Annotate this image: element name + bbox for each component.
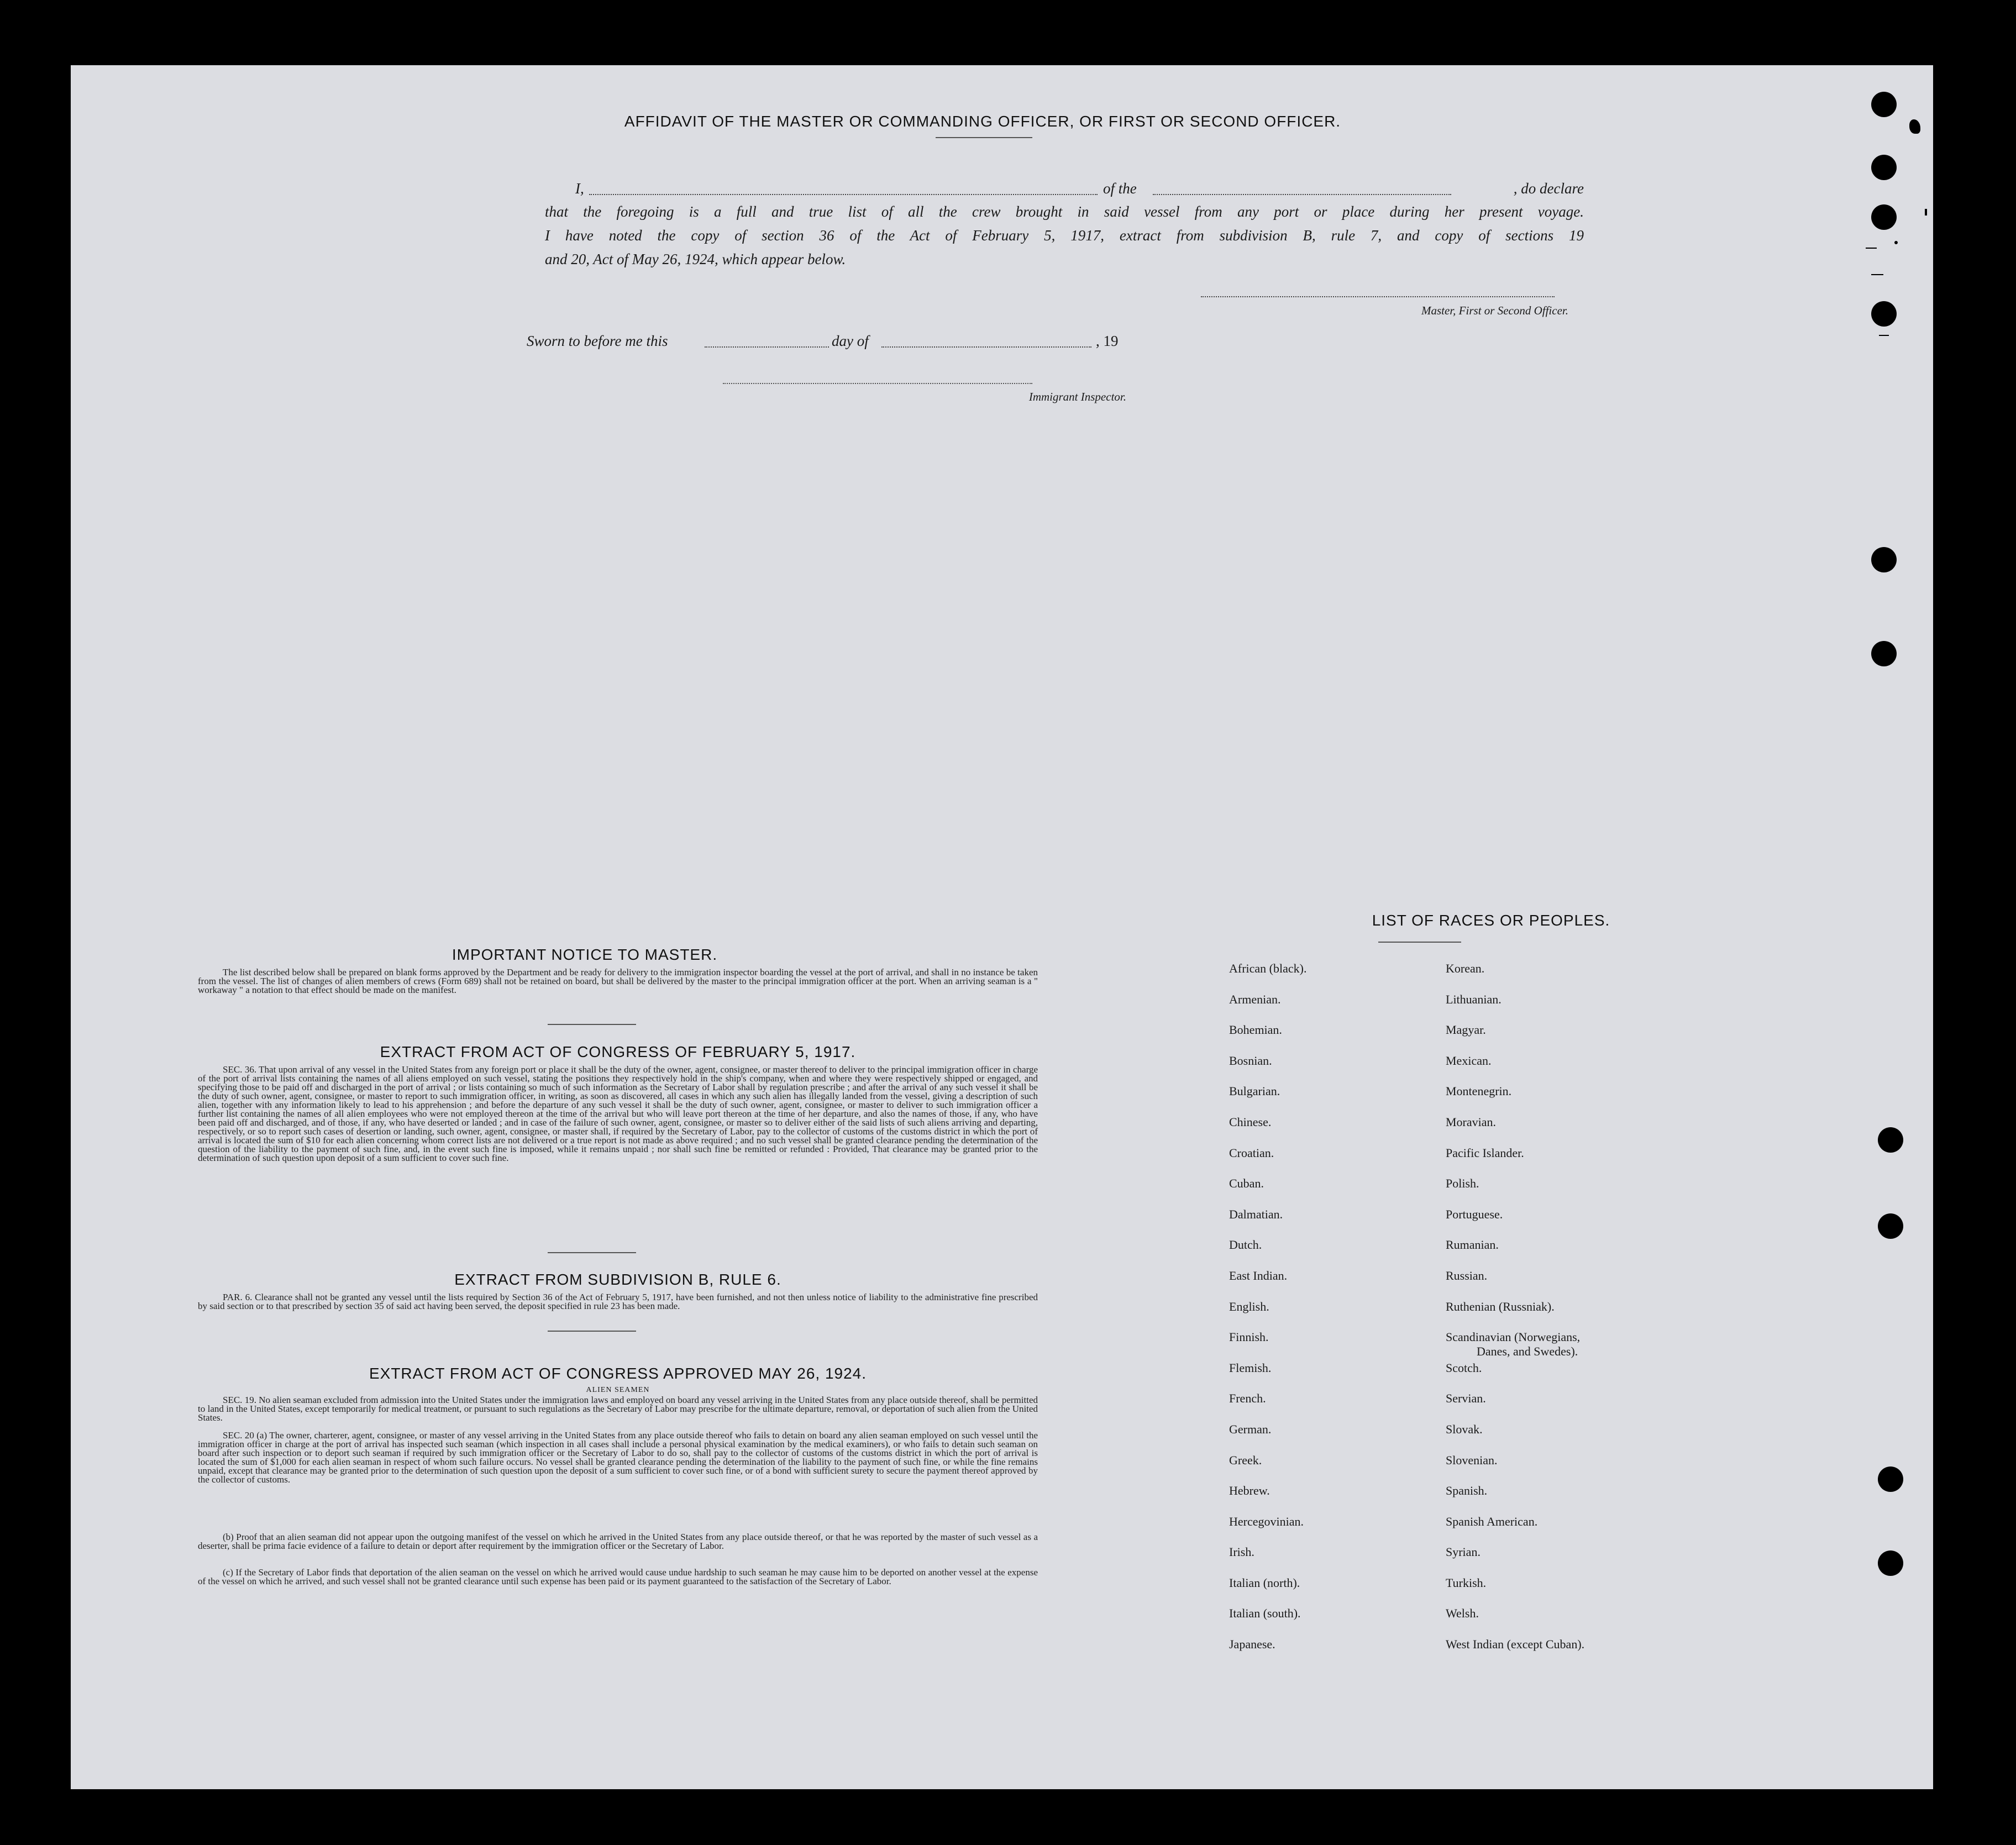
title-rule: [936, 137, 1032, 138]
race-item: Italian (north).: [1229, 1575, 1300, 1590]
punch-hole: [1878, 1550, 1903, 1576]
notice-title: IMPORTANT NOTICE TO MASTER.: [452, 946, 718, 963]
punch-hole: [1871, 301, 1897, 327]
race-item: Chinese.: [1229, 1115, 1272, 1129]
punch-hole: [1878, 1213, 1903, 1239]
races-column-1: [1229, 963, 1428, 1669]
race-item: Servian.: [1446, 1391, 1486, 1406]
race-item: Portuguese.: [1446, 1207, 1503, 1221]
extract-1917-title: EXTRACT FROM ACT OF CONGRESS OF FEBRUARY 5, 1917.: [380, 1043, 856, 1060]
race-item: Pacific Islander.: [1446, 1145, 1524, 1160]
race-item: Dalmatian.: [1229, 1207, 1283, 1221]
race-item: Cuban.: [1229, 1176, 1264, 1191]
sworn-month-field[interactable]: [881, 346, 1091, 348]
race-item: African (black).: [1229, 961, 1307, 975]
affidavit-line-2: that the foregoing is a full and true list of all the crew brought in said vessel from any port or place during her present voyage.: [545, 203, 1584, 220]
punch-hole: [1871, 641, 1897, 666]
race-item: Bosnian.: [1229, 1053, 1272, 1068]
declarant-name-field[interactable]: [589, 194, 1098, 195]
tape-mark-2: [1894, 241, 1898, 244]
race-item: East Indian.: [1229, 1268, 1288, 1282]
inspector-label: Immigrant Inspector.: [1028, 390, 1126, 403]
race-item: Syrian.: [1446, 1545, 1481, 1559]
race-item: Slovak.: [1446, 1422, 1483, 1436]
race-item: English.: [1229, 1299, 1269, 1313]
race-item: Montenegrin.: [1446, 1084, 1512, 1098]
race-item: Italian (south).: [1229, 1606, 1301, 1621]
day-of-label: day of: [832, 333, 869, 349]
affidavit-line-3: I have noted the copy of section 36 of the Act of February 5, 1917, extract from subdivision B, rule 7, and copy of sections 19: [545, 227, 1584, 244]
vessel-name-field[interactable]: [1153, 194, 1451, 195]
notice-text: The list described below shall be prepared on blank forms approved by the Department and be ready for delivery to the immigration inspector boarding the vessel at the port of arrival, and shall in no instance be taken from the vessel. The list of changes of alien members of crews (Form 689) shall not be retained on board, but shall be delivered by the master to the principal immigration officer at the port. When an arriving seaman is a " workaway " a notation to that effect should be made on the manifest.: [198, 967, 1038, 995]
tape-mark-1: [1909, 119, 1920, 134]
race-item: Bohemian.: [1229, 1023, 1282, 1037]
punch-hole: [1871, 92, 1897, 117]
punch-hole: [1878, 1127, 1903, 1153]
master-signature-field[interactable]: [1201, 296, 1555, 297]
race-item: Mexican.: [1446, 1053, 1492, 1068]
races-continuation: Danes, and Swedes).: [1477, 1344, 1578, 1358]
race-item: French.: [1229, 1391, 1266, 1406]
punch-hole: [1871, 204, 1897, 230]
race-item: Korean.: [1446, 961, 1485, 975]
race-item: Finnish.: [1229, 1330, 1269, 1344]
race-item: Rumanian.: [1446, 1238, 1499, 1252]
punch-hole: [1878, 1466, 1903, 1492]
punch-hole: [1871, 547, 1897, 572]
affidavit-line-4: and 20, Act of May 26, 1924, which appear below.: [545, 251, 846, 267]
declarant-prefix: I,: [575, 180, 584, 197]
extract-1924-sec20b: (b) Proof that an alien seaman did not appear upon the outgoing manifest of the vessel on which he arrived in the United States from any place outside thereof, or that he was reported by the master of such vessel as a deserter, shall be prima facie evidence of a failure to detain or deport after requirement by the immigration officer or the Secretary of Labor.: [198, 1532, 1038, 1551]
sworn-label: Sworn to before me this: [527, 333, 668, 349]
punch-hole: [1871, 155, 1897, 180]
race-item: Moravian.: [1446, 1115, 1497, 1129]
race-item: Flemish.: [1229, 1360, 1272, 1375]
race-item: Magyar.: [1446, 1023, 1486, 1037]
rule6-title: EXTRACT FROM SUBDIVISION B, RULE 6.: [454, 1271, 781, 1288]
of-the-label: of the: [1103, 180, 1137, 197]
race-item: Welsh.: [1446, 1606, 1479, 1621]
inspector-signature-field[interactable]: [723, 383, 1032, 384]
race-item: Ruthenian (Russniak).: [1446, 1299, 1555, 1313]
affidavit-title: AFFIDAVIT OF THE MASTER OR COMMANDING OFFICER, OR FIRST OR SECOND OFFICER.: [624, 113, 1341, 130]
notice-rule: [548, 1024, 636, 1025]
race-item: Russian.: [1446, 1268, 1488, 1282]
race-item: Hebrew.: [1229, 1484, 1270, 1498]
race-item: Dutch.: [1229, 1238, 1262, 1252]
master-signature-label: Master, First or Second Officer.: [1421, 304, 1568, 317]
race-item: Greek.: [1229, 1453, 1262, 1467]
race-item: Polish.: [1446, 1176, 1479, 1191]
races-title: LIST OF RACES OR PEOPLES.: [1372, 912, 1610, 929]
races-rule: [1378, 942, 1461, 943]
extract-1924-sec20c: (c) If the Secretary of Labor finds that deportation of the alien seaman on the vessel on which he arrived would cause undue hardship to such seaman he may cause him to be deported on another vessel at the expense of the vessel on which he arrived, and such vessel shall not be granted clearance until such expense has been paid or its payment guaranteed to the satisfaction of the Secretary of Labor.: [198, 1567, 1038, 1586]
extract-1917-rule: [548, 1252, 636, 1253]
tape-mark-3: [1925, 209, 1927, 215]
race-item: Croatian.: [1229, 1145, 1274, 1160]
race-item: Irish.: [1229, 1545, 1254, 1559]
race-item: West Indian (except Cuban).: [1446, 1637, 1585, 1652]
extract-1924-sec20a: SEC. 20 (a) The owner, charterer, agent, consignee, or master of any vessel arriving in the United States from any place outside thereof who fails to detain on board any alien seaman employed on such vessel until the immigration officer in charge at the port of arrival has inspected such seaman (which inspection in all cases shall include a personal physical examination by the medical examiners), or who fails to detain such seaman on board after such inspection or to deport such seaman if required by such immigration officer or the Secretary of Labor to do so, shall pay to the collector of customs of the customs district in which the port of arrival is located the sum of $1,000 for each alien seaman in respect of whom such failure occurs. No vessel shall be granted clearance pending the determination of the liability to the payment of such fine, or while the fine remains unpaid, except that clearance may be granted prior to the determination of such question upon the deposit of a sum sufficient to cover such fine, or of a bond with sufficient surety to secure the payment thereof approved by the collector of customs.: [198, 1430, 1038, 1485]
sworn-day-field[interactable]: [705, 346, 829, 348]
edge-dash-3: [1879, 335, 1889, 336]
rule6-text: PAR. 6. Clearance shall not be granted any vessel until the lists required by Section 36 of the Act of February 5, 1917, have been furnished, and not then unless notice of liability to the administrative fine prescribed by said section or to that prescribed by section 35 of said act having been served, the deposit specified in rule 23 has been made.: [198, 1292, 1038, 1311]
race-item: Bulgarian.: [1229, 1084, 1280, 1098]
edge-dash-2: [1871, 274, 1883, 275]
edge-dash-1: [1866, 248, 1877, 249]
form-sheet: [71, 65, 1933, 1789]
race-item: Spanish.: [1446, 1484, 1488, 1498]
affidavit-line-1: [545, 180, 1584, 199]
race-item: German.: [1229, 1422, 1272, 1436]
alien-seamen-subtitle: ALIEN SEAMEN: [586, 1386, 650, 1394]
race-item: Spanish American.: [1446, 1514, 1538, 1528]
do-declare-label: , do declare: [1513, 180, 1584, 197]
sworn-line: [527, 333, 1217, 351]
race-item: Slovenian.: [1446, 1453, 1498, 1467]
rule6-rule: [548, 1331, 636, 1332]
races-column-2: [1446, 963, 1678, 1669]
race-item: Japanese.: [1229, 1637, 1275, 1652]
race-item: Turkish.: [1446, 1575, 1487, 1590]
extract-1924-title: EXTRACT FROM ACT OF CONGRESS APPROVED MAY 26, 1924.: [369, 1365, 867, 1382]
extract-1924-sec19: SEC. 19. No alien seaman excluded from admission into the United States under the immigration laws and employed on board any vessel arriving in the United States from any place outside thereof, shall be permitted to land in the United States, except temporarily for medical treatment, or pursuant to such regulations as the Secretary of Labor may prescribe for the ultimate departure, removal, or deportation of such alien from the United States.: [198, 1395, 1038, 1423]
race-item: Hercegovinian.: [1229, 1514, 1304, 1528]
race-item: Scandinavian (Norwegians,: [1446, 1330, 1581, 1344]
extract-1917-text: SEC. 36. That upon arrival of any vessel in the United States from any foreign port or place it shall be the duty of the owner, agent, consignee, or master thereof to deliver to the principal immigration officer in charge of the port of arrival lists containing the names of all aliens employed on such vessel, stating the positions they respectively hold in the ship's company, when and where they were respectively shipped or engaged, and specifying those to be paid off and discharged in the port of arrival ; or lists containing so much of such information as the Secretary of Labor shall by regulation prescribe ; and after the arrival of any such vessel it shall be the duty of such owner, agent, consignee, or master to report to such immigration officer, in writing, as soon as discovered, all cases in which any such alien has illegally landed from the vessel, giving a description of such alien, together with any information likely to lead to his apprehension ; and before the departure of any such vessel it shall be the duty of such owner, agent, consignee, or master to deliver to such immigration officer a further list containing the names of all alien employees who were not employed thereon at the time of the arrival but who will leave port thereon at the time of her departure, and also the names of those, if any, who have been paid off and discharged, and of those, if any, who have deserted or landed ; and in case of the failure of such owner, agent, consignee, or master so to deliver either of the said lists of such aliens arriving and departing, respectively, or so to report such cases of desertion or landing, such owner, agent, consignee, or master shall, if required by the Secretary of Labor, pay to the collector of customs of the customs district in which the port of arrival is located the sum of $10 for each alien concerning whom correct lists are not delivered or a true report is not made as above required ; and no such vessel shall be granted clearance pending the determination of the question of the liability to the payment of such fine, and, in the event such fine is imposed, while it remains unpaid ; nor shall such fine be remitted or refunded : Provided, That clearance may be granted prior to the determination of such question upon deposit of a sum sufficient to cover such fine.: [198, 1064, 1038, 1163]
race-item: Armenian.: [1229, 992, 1281, 1006]
race-item: Scotch.: [1446, 1360, 1482, 1375]
year-label: , 19: [1096, 333, 1119, 349]
race-item: Lithuanian.: [1446, 992, 1502, 1006]
